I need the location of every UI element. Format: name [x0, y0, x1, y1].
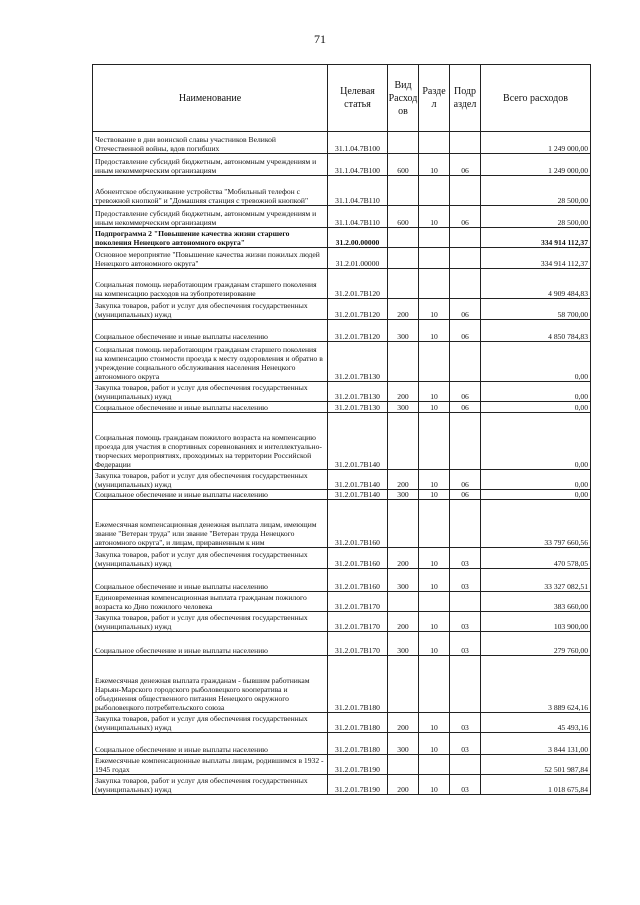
table-row [93, 228, 591, 248]
row-target: 31.2.01.7В130 [328, 342, 388, 382]
row-amount: 28 500,00 [481, 176, 591, 206]
row-target: 31.2.01.7В120 [328, 269, 388, 299]
row-name: Социальное обеспечение и иные выплаты населению [93, 402, 328, 413]
row-subsection [450, 500, 481, 548]
row-section [419, 755, 450, 775]
row-subsection [450, 269, 481, 299]
row-subsection [450, 248, 481, 269]
table-row [93, 569, 591, 592]
row-target: 31.2.00.00000 [328, 228, 388, 248]
row-amount: 1 249 000,00 [481, 132, 591, 154]
row-target: 31.2.01.7В170 [328, 612, 388, 632]
row-name: Социальное обеспечение и иные выплаты населению [93, 490, 328, 500]
row-subsection [450, 176, 481, 206]
row-section [419, 656, 450, 713]
row-section: 10 [419, 470, 450, 490]
table-row [93, 733, 591, 755]
row-subsection: 06 [450, 490, 481, 500]
row-expense-type [388, 176, 419, 206]
table-header-row [93, 65, 591, 132]
row-section: 10 [419, 154, 450, 176]
row-amount: 334 914 112,37 [481, 248, 591, 269]
row-amount: 334 914 112,37 [481, 228, 591, 248]
table-body [93, 132, 591, 795]
row-section [419, 342, 450, 382]
row-expense-type: 300 [388, 320, 419, 342]
row-subsection [450, 132, 481, 154]
row-name: Предоставление субсидий бюджетным, автономным учреждениям и иным некоммерческим организациям [93, 154, 328, 176]
table-row [93, 382, 591, 402]
row-amount: 1 018 675,84 [481, 775, 591, 795]
table-row [93, 342, 591, 382]
table-row [93, 132, 591, 154]
row-amount: 33 327 082,51 [481, 569, 591, 592]
row-section [419, 413, 450, 470]
row-target: 31.2.01.7В120 [328, 299, 388, 320]
row-section [419, 176, 450, 206]
table-row [93, 176, 591, 206]
row-name: Социальное обеспечение и иные выплаты населению [93, 569, 328, 592]
row-section: 10 [419, 775, 450, 795]
row-subsection: 03 [450, 569, 481, 592]
row-section: 10 [419, 612, 450, 632]
row-target: 31.2.01.00000 [328, 248, 388, 269]
row-subsection [450, 755, 481, 775]
table-row [93, 320, 591, 342]
row-target: 31.2.01.7В190 [328, 755, 388, 775]
row-expense-type [388, 342, 419, 382]
row-name: Ежемесячная денежная выплата гражданам - бывшим работникам Нарьян-Марского городского рыболовецкого кооператива и объединения общественного питания Ненецкого окружного рыболовецкого потребительского союза [93, 656, 328, 713]
row-expense-type: 200 [388, 612, 419, 632]
row-amount: 279 760,00 [481, 632, 591, 656]
row-amount: 0,00 [481, 342, 591, 382]
row-section: 10 [419, 320, 450, 342]
row-amount: 0,00 [481, 470, 591, 490]
row-amount: 383 660,00 [481, 592, 591, 612]
row-expense-type: 200 [388, 382, 419, 402]
row-expense-type: 300 [388, 490, 419, 500]
header-name: Наименование [93, 65, 328, 132]
row-section: 10 [419, 206, 450, 228]
table-row [93, 206, 591, 228]
row-name: Основное мероприятие "Повышение качества жизни пожилых людей Ненецкого автономного округа" [93, 248, 328, 269]
table-row [93, 248, 591, 269]
row-target: 31.2.01.7В170 [328, 632, 388, 656]
table-row [93, 592, 591, 612]
row-subsection: 03 [450, 713, 481, 733]
row-subsection: 06 [450, 470, 481, 490]
row-expense-type: 200 [388, 299, 419, 320]
row-section: 10 [419, 490, 450, 500]
row-name: Социальная помощь неработающим гражданам старшего поколения на компенсацию расходов на зубопротезирование [93, 269, 328, 299]
header-target: Целевая статья [328, 65, 388, 132]
table-row [93, 470, 591, 490]
row-target: 31.2.01.7В170 [328, 592, 388, 612]
row-subsection: 06 [450, 206, 481, 228]
row-target: 31.1.04.7В100 [328, 132, 388, 154]
row-expense-type: 600 [388, 206, 419, 228]
row-subsection [450, 228, 481, 248]
row-subsection: 03 [450, 548, 481, 569]
row-expense-type: 200 [388, 775, 419, 795]
row-target: 31.2.01.7В140 [328, 470, 388, 490]
row-amount: 33 797 660,56 [481, 500, 591, 548]
row-subsection: 06 [450, 154, 481, 176]
row-target: 31.2.01.7В180 [328, 713, 388, 733]
row-subsection [450, 656, 481, 713]
row-amount: 28 500,00 [481, 206, 591, 228]
row-subsection: 03 [450, 775, 481, 795]
row-target: 31.2.01.7В160 [328, 569, 388, 592]
row-section: 10 [419, 402, 450, 413]
row-name: Ежемесячные компенсационные выплаты лицам, родившимся в 1932 - 1945 годах [93, 755, 328, 775]
table-row [93, 269, 591, 299]
row-section [419, 228, 450, 248]
row-expense-type [388, 228, 419, 248]
row-section: 10 [419, 548, 450, 569]
table-row [93, 612, 591, 632]
table-row [93, 299, 591, 320]
row-expense-type [388, 592, 419, 612]
row-amount: 4 850 784,83 [481, 320, 591, 342]
row-expense-type [388, 132, 419, 154]
row-name: Закупка товаров, работ и услуг для обеспечения государственных (муниципальных) нужд [93, 612, 328, 632]
row-section: 10 [419, 733, 450, 755]
row-name: Ежемесячная компенсационная денежная выплата лицам, имеющим звание "Ветеран труда" или звание "Ветеран труда Ненецкого автономного округа", и лицам, приравненным к ним [93, 500, 328, 548]
row-subsection: 06 [450, 382, 481, 402]
row-expense-type [388, 500, 419, 548]
row-section [419, 500, 450, 548]
row-subsection: 06 [450, 402, 481, 413]
row-subsection [450, 413, 481, 470]
row-name: Закупка товаров, работ и услуг для обеспечения государственных (муниципальных) нужд [93, 470, 328, 490]
table-row [93, 402, 591, 413]
row-target: 31.2.01.7В120 [328, 320, 388, 342]
row-target: 31.2.01.7В160 [328, 548, 388, 569]
row-target: 31.2.01.7В140 [328, 490, 388, 500]
row-name: Закупка товаров, работ и услуг для обеспечения государственных (муниципальных) нужд [93, 775, 328, 795]
row-name: Единовременная компенсационная выплата гражданам пожилого возраста ко Дню пожилого человека [93, 592, 328, 612]
row-expense-type [388, 413, 419, 470]
row-expense-type: 300 [388, 402, 419, 413]
row-amount: 0,00 [481, 413, 591, 470]
row-target: 31.2.01.7В160 [328, 500, 388, 548]
table-row [93, 713, 591, 733]
row-amount: 0,00 [481, 490, 591, 500]
table-row [93, 632, 591, 656]
row-expense-type: 200 [388, 713, 419, 733]
row-expense-type [388, 656, 419, 713]
row-name: Чествование в дни воинской славы участников Великой Отечественной войны, вдов погибших [93, 132, 328, 154]
row-amount: 58 700,00 [481, 299, 591, 320]
row-subsection: 06 [450, 320, 481, 342]
row-target: 31.1.04.7В100 [328, 154, 388, 176]
table-row [93, 755, 591, 775]
row-expense-type: 600 [388, 154, 419, 176]
row-amount: 3 889 624,16 [481, 656, 591, 713]
row-name: Социальная помощь неработающим гражданам старшего поколения на компенсацию стоимости проезда к месту оздоровления и обратно в учреждение социального обслуживания населения Ненецкого автономного округа [93, 342, 328, 382]
row-section: 10 [419, 299, 450, 320]
row-target: 31.1.04.7В110 [328, 176, 388, 206]
row-name: Социальное обеспечение и иные выплаты населению [93, 320, 328, 342]
header-section: Разде л [419, 65, 450, 132]
table-row [93, 490, 591, 500]
row-amount: 470 578,05 [481, 548, 591, 569]
row-name: Социальное обеспечение и иные выплаты населению [93, 733, 328, 755]
table-row [93, 413, 591, 470]
row-target: 31.1.04.7В110 [328, 206, 388, 228]
row-expense-type: 300 [388, 569, 419, 592]
row-amount: 0,00 [481, 402, 591, 413]
row-amount: 45 493,16 [481, 713, 591, 733]
row-expense-type [388, 269, 419, 299]
row-section: 10 [419, 382, 450, 402]
row-amount: 103 900,00 [481, 612, 591, 632]
row-target: 31.2.01.7В130 [328, 402, 388, 413]
row-name: Закупка товаров, работ и услуг для обеспечения государственных (муниципальных) нужд [93, 548, 328, 569]
row-name: Закупка товаров, работ и услуг для обеспечения государственных (муниципальных) нужд [93, 299, 328, 320]
row-amount: 0,00 [481, 382, 591, 402]
table-row [93, 548, 591, 569]
row-section: 10 [419, 713, 450, 733]
row-subsection [450, 592, 481, 612]
row-section: 10 [419, 569, 450, 592]
row-expense-type: 200 [388, 548, 419, 569]
row-expense-type: 300 [388, 632, 419, 656]
row-name: Абонентское обслуживание устройства "Мобильный телефон с тревожной кнопкой" и "Домашняя станция с тревожной кнопкой" [93, 176, 328, 206]
row-target: 31.2.01.7В130 [328, 382, 388, 402]
row-expense-type: 200 [388, 470, 419, 490]
table-row [93, 656, 591, 713]
table-row [93, 775, 591, 795]
row-expense-type [388, 755, 419, 775]
header-total: Всего расходов [481, 65, 591, 132]
row-name: Подпрограмма 2 "Повышение качества жизни старшего поколения Ненецкого автономного округа" [93, 228, 328, 248]
row-target: 31.2.01.7В140 [328, 413, 388, 470]
row-target: 31.2.01.7В180 [328, 656, 388, 713]
row-target: 31.2.01.7В190 [328, 775, 388, 795]
row-section [419, 592, 450, 612]
row-name: Предоставление субсидий бюджетным, автономным учреждениям и иным некоммерческим организациям [93, 206, 328, 228]
row-amount: 1 249 000,00 [481, 154, 591, 176]
row-amount: 4 909 484,83 [481, 269, 591, 299]
row-name: Социальное обеспечение и иные выплаты населению [93, 632, 328, 656]
row-subsection: 03 [450, 632, 481, 656]
table-row [93, 500, 591, 548]
table-row [93, 154, 591, 176]
row-name: Закупка товаров, работ и услуг для обеспечения государственных (муниципальных) нужд [93, 713, 328, 733]
row-subsection: 06 [450, 299, 481, 320]
header-expense-type: Вид Расход ов [388, 65, 419, 132]
row-subsection: 03 [450, 733, 481, 755]
row-section [419, 269, 450, 299]
row-section [419, 248, 450, 269]
row-expense-type: 300 [388, 733, 419, 755]
row-section: 10 [419, 632, 450, 656]
row-subsection: 03 [450, 612, 481, 632]
header-subsection: Подр аздел [450, 65, 481, 132]
page-number: 71 [314, 32, 326, 46]
row-subsection [450, 342, 481, 382]
row-expense-type [388, 248, 419, 269]
row-name: Закупка товаров, работ и услуг для обеспечения государственных (муниципальных) нужд [93, 382, 328, 402]
row-amount: 52 501 987,84 [481, 755, 591, 775]
row-amount: 3 844 131,00 [481, 733, 591, 755]
row-section [419, 132, 450, 154]
budget-table [92, 64, 591, 795]
row-name: Социальная помощь гражданам пожилого возраста на компенсацию проезда для участия в спортивных соревнованиях и интеллектуально-творческих мероприятиях, проходимых на территории Российской Федерации [93, 413, 328, 470]
row-target: 31.2.01.7В180 [328, 733, 388, 755]
